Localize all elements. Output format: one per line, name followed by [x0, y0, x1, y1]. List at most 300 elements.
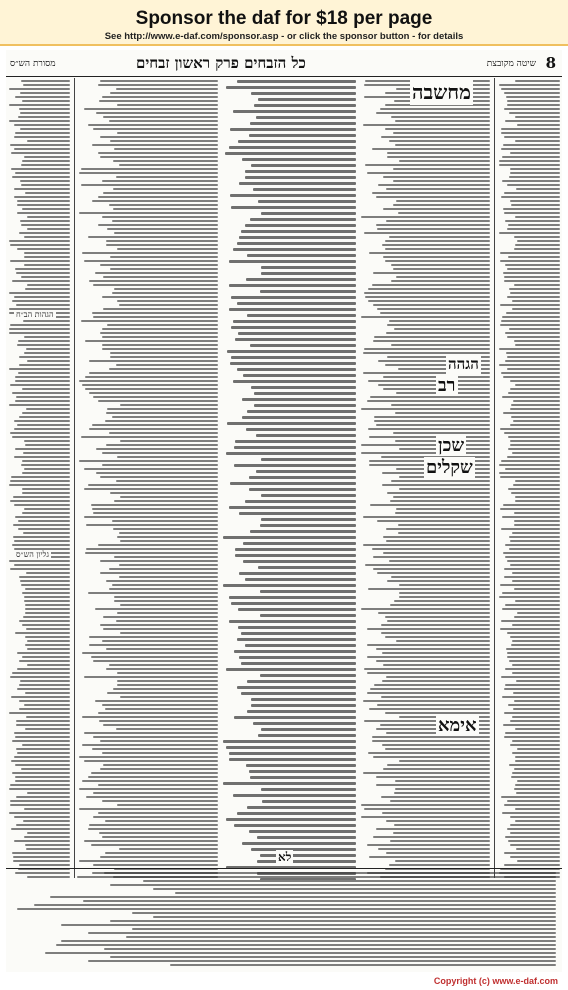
text-line: [23, 616, 70, 618]
text-line: [16, 720, 70, 722]
text-line: [395, 788, 490, 790]
text-line: [114, 500, 218, 502]
banner-title[interactable]: Sponsor the daf for $18 per page: [135, 8, 433, 29]
text-line: [14, 148, 70, 150]
text-line: [9, 328, 70, 330]
text-line: [19, 364, 70, 366]
text-line: [514, 520, 561, 522]
text-line: [387, 152, 490, 154]
text-line: [499, 596, 560, 598]
text-line: [106, 240, 218, 242]
text-line: [515, 140, 560, 142]
text-line: [508, 436, 560, 438]
text-line: [500, 252, 560, 254]
text-line: [517, 748, 560, 750]
text-line: [251, 92, 356, 95]
chapter-title: כל הזבחים פרק ראשון זבחים: [136, 54, 306, 72]
text-line: [386, 820, 490, 822]
text-line: [510, 540, 560, 542]
text-line: [382, 652, 490, 654]
text-line: [81, 168, 218, 170]
text-line: [226, 452, 356, 455]
text-line: [507, 368, 560, 370]
text-line: [223, 740, 356, 743]
text-line: [507, 268, 560, 270]
text-line: [119, 848, 218, 850]
text-line: [10, 568, 70, 570]
text-line: [504, 712, 560, 714]
text-line: [394, 328, 490, 330]
text-line: [89, 644, 218, 646]
text-line: [505, 120, 560, 122]
text-line: [500, 628, 560, 630]
text-line: [93, 816, 218, 818]
text-line: [499, 364, 560, 366]
text-line: [17, 424, 70, 426]
text-line: [24, 236, 71, 238]
text-line: [229, 260, 356, 263]
text-line: [21, 276, 70, 278]
text-line: [27, 284, 70, 286]
text-line: [21, 584, 70, 586]
text-line: [382, 484, 490, 486]
text-line: [230, 194, 356, 197]
text-line: [106, 580, 218, 582]
text-line: [24, 468, 71, 470]
text-line: [386, 220, 490, 222]
text-line: [368, 380, 490, 382]
text-line: [9, 104, 70, 106]
text-line: [515, 116, 560, 118]
text-line: [91, 504, 218, 506]
text-line: [106, 648, 218, 650]
text-line: [117, 536, 218, 538]
text-line: [510, 824, 560, 826]
text-line: [92, 200, 218, 202]
text-line: [81, 436, 218, 438]
text-line: [126, 936, 556, 938]
text-line: [106, 668, 218, 670]
text-line: [370, 396, 490, 398]
text-line: [84, 488, 218, 490]
text-line: [25, 588, 70, 590]
text-line: [14, 420, 70, 422]
text-line: [510, 168, 560, 170]
text-line: [16, 824, 70, 826]
text-line: [84, 760, 218, 762]
text-line: [250, 344, 356, 347]
text-line: [11, 168, 70, 170]
text-line: [515, 600, 560, 602]
text-line: [119, 532, 218, 534]
text-line: [245, 224, 356, 227]
text-line: [120, 540, 218, 542]
text-line: [99, 100, 218, 102]
text-line: [515, 480, 560, 482]
text-line: [393, 204, 491, 206]
text-line: [386, 676, 490, 678]
text-line: [79, 756, 218, 758]
text-line: [17, 204, 70, 206]
text-line: [102, 836, 218, 838]
text-line: [507, 228, 560, 230]
text-line: [100, 80, 218, 82]
text-line: [13, 860, 70, 862]
text-line: [109, 368, 218, 370]
text-line: [9, 560, 70, 562]
text-line: [223, 584, 356, 587]
text-line: [25, 644, 70, 646]
copyright-link[interactable]: Copyright (c) www.e-daf.com: [433, 976, 558, 986]
text-line: [98, 784, 218, 786]
text-line: [261, 788, 356, 791]
text-line: [501, 196, 560, 198]
text-line: [79, 788, 218, 790]
text-line: [175, 892, 556, 894]
text-line: [372, 192, 490, 194]
text-line: [12, 772, 70, 774]
text-line: [393, 268, 491, 270]
text-line: [109, 664, 218, 666]
text-line: [385, 240, 490, 242]
text-line: [79, 808, 218, 810]
text-line: [510, 172, 560, 174]
text-line: [88, 932, 556, 934]
text-line: [12, 852, 70, 854]
text-line: [373, 304, 490, 306]
text-line: [105, 820, 218, 822]
text-line: [364, 808, 490, 810]
text-line: [109, 588, 218, 590]
text-line: [229, 308, 356, 311]
text-line: [109, 568, 218, 570]
text-line: [102, 452, 218, 454]
text-line: [229, 146, 356, 149]
text-line: [18, 520, 70, 522]
text-line: [501, 620, 560, 622]
text-line: [79, 380, 218, 382]
text-line: [383, 536, 490, 538]
text-line: [114, 600, 218, 602]
text-line: [15, 776, 70, 778]
text-line: [504, 576, 560, 578]
text-line: [15, 132, 70, 134]
text-line: [391, 116, 490, 118]
text-line: [515, 500, 560, 502]
text-line: [249, 488, 356, 491]
text-line: [239, 656, 356, 659]
text-line: [100, 768, 218, 770]
text-line: [361, 444, 490, 446]
text-line: [27, 140, 70, 142]
text-line: [260, 674, 356, 677]
text-line: [23, 452, 70, 454]
text-line: [14, 564, 70, 566]
text-line: [19, 700, 70, 702]
text-line: [18, 340, 70, 342]
text-line: [231, 602, 356, 605]
text-line: [361, 216, 490, 218]
text-line: [504, 192, 560, 194]
text-line: [510, 832, 560, 834]
text-line: [88, 124, 218, 126]
text-line: [56, 944, 556, 946]
text-line: [24, 600, 71, 602]
text-line: [508, 392, 560, 394]
text-line: [507, 336, 560, 338]
text-line: [515, 728, 560, 730]
text-line: [85, 388, 218, 390]
text-line: [223, 536, 356, 539]
text-line: [512, 752, 560, 754]
text-line: [24, 156, 70, 158]
text-line: [507, 296, 560, 298]
text-line: [515, 784, 560, 786]
text-line: [247, 410, 356, 413]
text-line: [16, 796, 70, 798]
text-line: [92, 424, 218, 426]
text-line: [107, 324, 218, 326]
text-line: [99, 720, 218, 722]
text-line: [512, 740, 560, 742]
text-line: [88, 828, 218, 830]
text-line: [100, 156, 218, 158]
text-line: [377, 704, 490, 706]
text-line: [367, 656, 491, 658]
text-line: [79, 860, 218, 862]
text-line: [501, 676, 560, 678]
text-line: [132, 928, 556, 930]
text-line: [249, 134, 356, 137]
text-line: [95, 608, 218, 610]
text-line: [103, 764, 218, 766]
text-line: [378, 384, 490, 386]
text-line: [399, 596, 490, 598]
text-line: [378, 184, 490, 186]
text-line: [246, 428, 356, 431]
text-line: [102, 96, 218, 98]
text-line: [517, 780, 560, 782]
footer: [0, 974, 568, 990]
text-line: [391, 344, 490, 346]
text-line: [238, 626, 356, 629]
text-line: [21, 164, 70, 166]
sponsor-banner[interactable]: [0, 0, 568, 46]
text-line: [504, 568, 560, 570]
text-line: [503, 412, 560, 414]
text-line: [399, 760, 490, 762]
text-line: [516, 188, 560, 190]
text-line: [100, 476, 218, 478]
text-line: [508, 224, 560, 226]
text-line: [93, 864, 218, 866]
text-line: [50, 896, 556, 898]
text-line: [512, 572, 560, 574]
text-line: [505, 836, 560, 838]
text-line: [19, 108, 70, 110]
text-line: [377, 228, 490, 230]
text-line: [254, 104, 356, 107]
text-line: [15, 268, 70, 270]
text-line: [247, 806, 356, 809]
text-line: [512, 664, 560, 666]
text-line: [503, 272, 560, 274]
text-line: [82, 716, 218, 718]
text-line: [369, 708, 490, 710]
text-line: [19, 356, 70, 358]
text-line: [501, 460, 560, 462]
text-line: [114, 288, 218, 290]
text-line: [253, 722, 356, 725]
text-line: [12, 176, 70, 178]
text-line: [383, 256, 490, 258]
text-line: [513, 708, 560, 710]
text-line: [24, 836, 70, 838]
text-line: [249, 770, 356, 773]
text-line: [239, 512, 356, 515]
text-line: [517, 612, 560, 614]
text-line: [505, 544, 560, 546]
text-line: [260, 290, 356, 293]
text-line: [18, 116, 70, 118]
text-line: [507, 356, 560, 358]
text-line: [27, 216, 70, 218]
text-line: [89, 392, 218, 394]
text-line: [369, 252, 490, 254]
text-line: [509, 660, 560, 662]
text-line: [261, 458, 356, 461]
text-line: [242, 398, 356, 401]
text-line: [510, 440, 560, 442]
text-line: [238, 608, 356, 611]
text-line: [510, 424, 560, 426]
text-line: [514, 700, 560, 702]
text-line: [393, 180, 491, 182]
text-line: [106, 244, 218, 246]
text-line: [89, 280, 218, 282]
text-line: [116, 620, 218, 622]
text-line: [79, 212, 218, 214]
text-line: [20, 180, 70, 182]
text-line: [504, 280, 560, 282]
text-line: [229, 506, 356, 509]
running-head-right: שיטה מקובצת: [486, 59, 536, 69]
text-line: [502, 812, 560, 814]
text-line: [89, 824, 218, 826]
text-line: [508, 488, 560, 490]
text-line: [514, 788, 561, 790]
text-line: [391, 264, 490, 266]
text-line: [13, 536, 70, 538]
text-line: [512, 580, 560, 582]
text-line: [507, 184, 560, 186]
text-line: [14, 124, 70, 126]
text-line: [24, 264, 71, 266]
text-line: [17, 908, 556, 910]
text-line: [14, 136, 70, 138]
banner-subtitle[interactable]: See http://www.e-daf.com/sponsor.asp - or click the sponsor button - for details: [104, 31, 464, 42]
text-line: [102, 296, 218, 298]
text-line: [24, 596, 71, 598]
text-line: [395, 512, 490, 514]
text-line: [231, 296, 356, 299]
text-line: [112, 520, 218, 522]
text-line: [17, 200, 70, 202]
text-line: [98, 712, 218, 714]
text-line: [511, 776, 560, 778]
text-line: [512, 640, 560, 642]
text-line: [86, 524, 218, 526]
text-line: [373, 556, 490, 558]
text-line: [515, 216, 560, 218]
text-line: [89, 372, 218, 374]
text-line: [231, 356, 356, 359]
text-line: [234, 650, 356, 653]
text-line: [260, 590, 356, 593]
text-line: [92, 508, 218, 510]
text-line: [364, 348, 490, 350]
text-line: [234, 716, 356, 719]
text-line: [109, 432, 218, 434]
text-line: [110, 356, 218, 358]
text-line: [14, 504, 70, 506]
text-line: [372, 148, 490, 150]
text-line: [368, 588, 490, 590]
text-line: [377, 572, 490, 574]
text-line: [89, 428, 218, 430]
text-line: [82, 252, 218, 254]
text-line: [18, 528, 70, 530]
text-line: [17, 752, 70, 754]
text-line: [25, 728, 70, 730]
text-line: [14, 840, 70, 842]
text-line: [11, 476, 70, 478]
text-line: [396, 200, 490, 202]
text-line: [376, 648, 490, 650]
text-line: [98, 812, 218, 814]
text-line: [24, 440, 70, 442]
text-line: [510, 152, 560, 154]
text-line: [517, 124, 560, 126]
section-word-4: שכן: [438, 435, 465, 456]
text-line: [385, 248, 490, 250]
text-line: [92, 144, 218, 146]
text-line: [234, 464, 356, 467]
text-line: [260, 854, 356, 857]
text-line: [153, 888, 556, 890]
text-line: [120, 604, 218, 606]
text-line: [120, 696, 218, 698]
text-line: [389, 320, 490, 322]
text-line: [241, 632, 356, 635]
text-line: [361, 408, 490, 410]
text-line: [96, 112, 218, 114]
text-line: [91, 844, 218, 846]
text-line: [21, 184, 70, 186]
text-line: [117, 612, 218, 614]
text-line: [507, 632, 560, 634]
text-line: [504, 852, 560, 854]
text-line: [367, 692, 491, 694]
bottom-commentary: [12, 872, 556, 966]
text-line: [385, 636, 490, 638]
text-line: [389, 236, 490, 238]
text-line: [12, 436, 70, 438]
text-line: [511, 492, 560, 494]
text-line: [390, 840, 490, 842]
text-line: [390, 604, 490, 606]
text-line: [98, 152, 218, 154]
